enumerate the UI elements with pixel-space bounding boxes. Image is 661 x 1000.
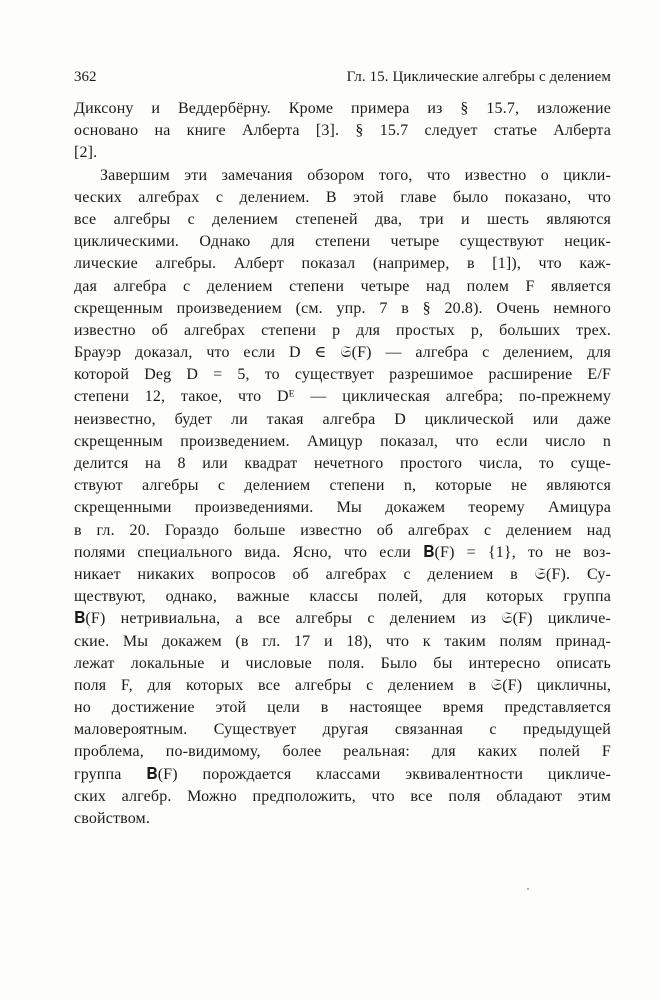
text-line: никает никаких вопросов об алгебрах с делением в 𝔖(F). Су- xyxy=(74,565,611,583)
scan-speck xyxy=(527,888,529,890)
text-line: полями специального вида. Ясно, что если 𝐁(F) = {1}, то не воз- xyxy=(74,543,611,561)
text-line: Диксону и Веддербёрну. Кроме примера из § 15.7, изложение xyxy=(74,100,611,117)
text-line: ствуют алгебры с делением степени n, которые не являются xyxy=(74,477,611,495)
text-line: 𝐁(F) нетривиальна, а все алгебры с делением из 𝔖(F) цикличе- xyxy=(74,610,611,628)
text-line: Брауэр доказал, что если D ∈ 𝔖(F) — алгебра с делением, для xyxy=(74,344,611,362)
text-line: ществуют, однако, важные классы полей, для которых группа xyxy=(74,588,611,606)
text-line: известно об алгебрах степени p для простых p, больших трех. xyxy=(74,321,611,339)
text-line: ские. Мы докажем (в гл. 17 и 18), что к таким полям принад- xyxy=(74,632,611,650)
text-line: скрещенным произведением (см. упр. 7 в § 20.8). Очень немного xyxy=(74,299,611,317)
running-head xyxy=(74,66,611,88)
text-line: свойством. xyxy=(74,810,150,827)
text-line: делится на 8 или квадрат нечетного простого числа, то суще- xyxy=(74,455,611,472)
text-line: основано на книге Алберта [3]. § 15.7 следует статье Алберта xyxy=(74,122,611,140)
paragraph xyxy=(74,165,611,831)
page-number: 362 xyxy=(74,69,97,85)
text-line: но достижение этой цели в настоящее время представляется xyxy=(74,699,611,717)
text-line: скрещенным произведением. Амицур показал, что если число n xyxy=(74,432,611,450)
text-line: лежат локальные и числовые поля. Было бы интересно описать xyxy=(74,654,611,672)
text-line: Завершим эти замечания обзором того, что известно о цикли- xyxy=(100,166,611,184)
text-line: неизвестно, будет ли такая алгебра D циклической или даже xyxy=(74,410,611,428)
text-line: все алгебры с делением степеней два, три и шесть являются xyxy=(74,210,611,228)
text-line: ческих алгебрах с делением. В этой главе было показано, что xyxy=(74,188,611,206)
text-line: скрещенными произведениями. Мы докажем теорему Амицура xyxy=(74,499,611,517)
text-line: [2]. xyxy=(74,144,98,162)
text-line: лические алгебры. Алберт показал (например, в [1]), что каж- xyxy=(74,255,611,273)
text-line: которой Deg D = 5, то существует разрешимое расширение E/F xyxy=(74,366,611,384)
text-line: в гл. 20. Гораздо больше известно об алгебрах с делением над xyxy=(74,521,611,539)
text-line: проблема, по-видимому, более реальная: для каких полей F xyxy=(74,743,611,761)
text-line: степени 12, такое, что Dᴱ — циклическая алгебра; по-прежнему xyxy=(74,388,611,406)
chapter-title: Гл. 15. Циклические алгебры с делением xyxy=(346,69,611,85)
text-line: поля F, для которых все алгебры с делением в 𝔖(F) цикличны, xyxy=(74,676,611,694)
text-line: циклическими. Однако для степени четыре существуют нецик- xyxy=(74,233,611,251)
text-line: ских алгебр. Можно предположить, что все поля обладают этим xyxy=(74,787,611,805)
paragraph xyxy=(74,98,611,165)
text-line: маловероятным. Существует другая связанная с предыдущей xyxy=(74,721,611,739)
text-line: группа 𝐁(F) порождается классами эквивалентности цикличе- xyxy=(74,765,611,783)
body-text xyxy=(74,98,611,830)
text-line: дая алгебра с делением степени четыре над полем F является xyxy=(74,277,611,295)
